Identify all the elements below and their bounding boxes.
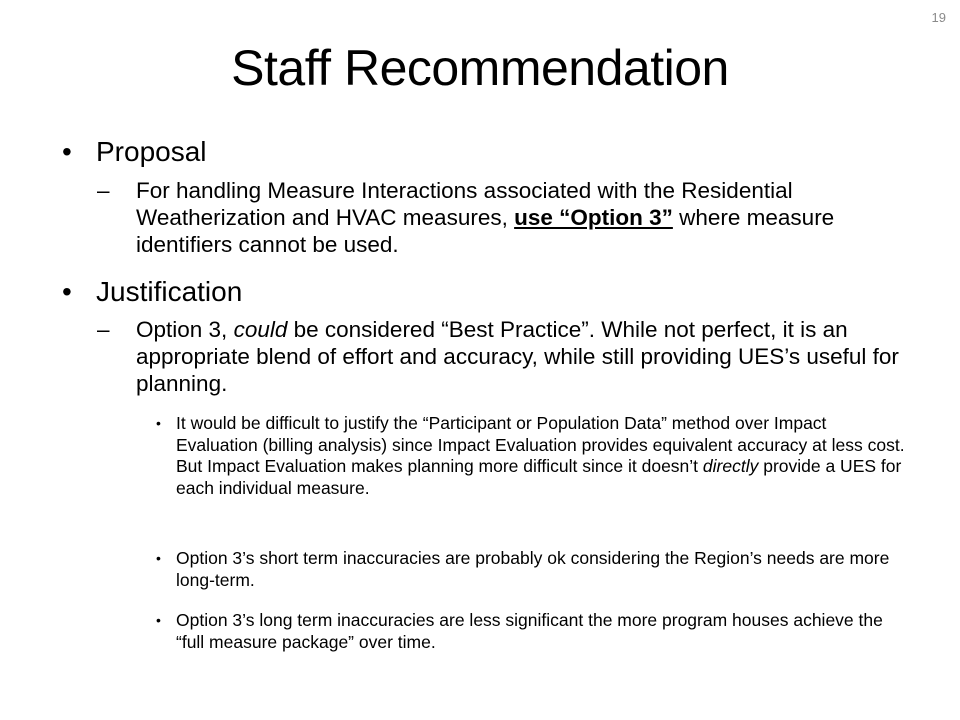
bullet-justification	[62, 276, 916, 308]
slide-title: Staff Recommendation	[231, 40, 729, 96]
sub-bullet-1-after: provide a UES for each individual measure.	[176, 456, 902, 498]
bullet-icon: •	[62, 276, 72, 307]
justification-label: Justification	[96, 276, 243, 307]
proposal-emphasis: use “Option 3”	[514, 205, 673, 230]
sub-bullet-2	[156, 548, 911, 591]
bullet-proposal	[62, 136, 916, 168]
sub-bullet-1	[156, 413, 911, 499]
bullet-icon: •	[156, 415, 161, 431]
proposal-text-before: For handling Measure Interactions associated with the Residential Weatherization and HVAC measures,	[136, 178, 793, 230]
proposal-label: Proposal	[96, 136, 207, 167]
sub-bullet-1-before: It would be difficult to justify the “Participant or Population Data” method over Impact Evaluation (billing analysis) since Impact Evaluation provides equivalent accuracy at less cost. But Impact Evaluation makes planning more difficult since it doesn’t	[176, 413, 905, 476]
sub-bullet-1-italic: directly	[702, 456, 759, 476]
justification-text-a: Option 3,	[136, 317, 234, 342]
sub-bullet-3	[156, 610, 911, 653]
dash-icon: –	[97, 178, 110, 203]
justification-detail	[97, 316, 906, 397]
bullet-icon: •	[62, 136, 72, 167]
sub-bullet-3-text: Option 3’s long term inaccuracies are less significant the more program houses achieve the “full measure package” over time.	[176, 610, 883, 652]
sub-bullet-2-text: Option 3’s short term inaccuracies are probably ok considering the Region’s needs are more long-term.	[176, 548, 890, 590]
bullet-icon: •	[156, 550, 161, 566]
dash-icon: –	[97, 317, 110, 342]
bullet-icon: •	[156, 612, 161, 628]
justification-text-b: be considered “Best Practice”. While not perfect, it is an appropriate blend of effort and accuracy, while still providing UES’s useful for planning.	[136, 317, 899, 396]
proposal-text-after: where measure identifiers cannot be used.	[136, 205, 835, 257]
justification-italic: could	[233, 317, 288, 342]
proposal-detail	[97, 177, 906, 258]
page-number: 19	[931, 10, 946, 25]
